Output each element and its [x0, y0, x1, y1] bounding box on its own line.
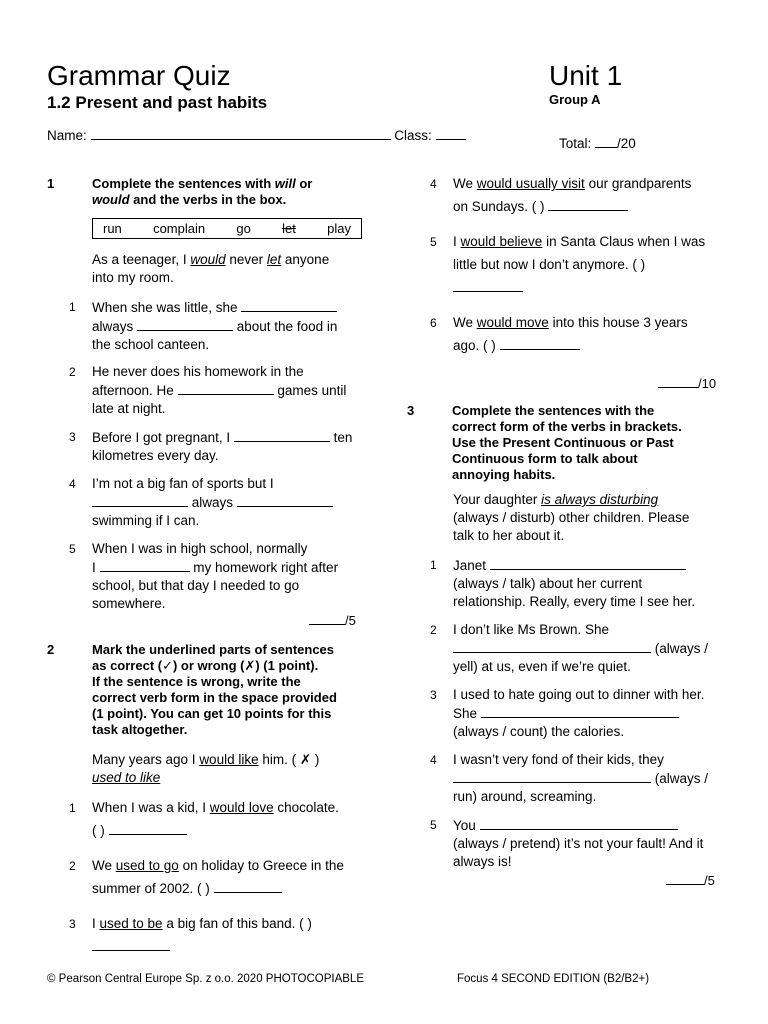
word-run: run: [103, 221, 122, 236]
answer-blank[interactable]: [500, 336, 580, 350]
ex3-item-number: 5: [430, 818, 437, 832]
answer-blank[interactable]: [92, 937, 170, 951]
ex2-item-1: When I was a kid, I would love chocolate. ( ): [92, 800, 339, 838]
ex3-item-3: I used to hate going out to dinner with her. She (always / count) the calories.: [453, 687, 705, 739]
ex2-item-5: I would believe in Santa Claus when I was little but now I don’t anymore. ( ): [453, 230, 743, 299]
ex3-item-4: I wasn’t very fond of their kids, they (always / run) around, screaming.: [453, 752, 709, 804]
exercise-2-example: Many years ago I would like him. ( ✗ ) used to like: [92, 752, 320, 785]
exercise-3-number: 3: [407, 403, 415, 418]
answer-blank[interactable]: [178, 381, 274, 395]
class-label: Class:: [394, 128, 432, 143]
ex2-item-2: We used to go on holiday to Greece in the summer of 2002. ( ): [92, 858, 344, 896]
ex1-item-number: 4: [69, 477, 76, 491]
total-field[interactable]: [595, 134, 617, 148]
total-row: [559, 134, 636, 153]
answer-blank[interactable]: [100, 558, 190, 572]
ex3-item-number: 4: [430, 753, 437, 767]
footer-edition: Focus 4 SECOND EDITION (B2/B2+): [457, 973, 650, 985]
group-label: Group A: [549, 92, 601, 107]
exercise-1-number: 1: [47, 176, 55, 191]
footer-copyright: © Pearson Central Europe Sp. z o.o. 2020 PHOTOCOPIABLE: [47, 973, 365, 985]
word-let-crossed: let: [282, 221, 296, 236]
ex2-item-6: We would move into this house 3 years ago. ( ): [453, 315, 688, 353]
answer-blank[interactable]: [234, 428, 330, 442]
class-field[interactable]: [436, 126, 466, 140]
exercise-2-number: 2: [47, 642, 55, 657]
page-title: Grammar Quiz: [47, 60, 231, 91]
ex3-item-number: 2: [430, 623, 437, 637]
ex2-item-number: 5: [430, 235, 437, 249]
ex2-item-number: 4: [430, 177, 437, 191]
name-row: [47, 126, 466, 145]
answer-blank[interactable]: [237, 493, 333, 507]
word-go: go: [236, 221, 251, 236]
ex2-score: /10: [658, 374, 716, 391]
answer-blank[interactable]: [214, 879, 282, 893]
ex3-item-number: 3: [430, 688, 437, 702]
answer-blank[interactable]: [109, 821, 187, 835]
ex3-item-1: Janet (always / talk) about her current relationship. Really, every time I see her.: [453, 558, 696, 609]
total-suffix: /20: [617, 136, 636, 151]
answer-blank[interactable]: [241, 298, 337, 312]
answer-blank[interactable]: [548, 197, 628, 211]
answer-blank[interactable]: [453, 639, 651, 653]
ex1-item-3: Before I got pregnant, I ten kilometres every day.: [92, 430, 353, 463]
exercise-1-instructions: Complete the sentences with will or would and the verbs in the box.: [92, 176, 313, 207]
answer-blank[interactable]: [137, 317, 233, 331]
ex1-score: /5: [309, 611, 356, 628]
answer-blank[interactable]: [92, 493, 188, 507]
ex2-item-3: I used to be a big fan of this band. ( ): [92, 912, 382, 958]
score-field[interactable]: [666, 871, 704, 885]
unit-label: Unit 1: [549, 60, 623, 91]
ex2-item-4: We would usually visit our grandparents on Sundays. ( ): [453, 176, 692, 214]
total-label: Total:: [559, 136, 592, 151]
ex1-item-number: 5: [69, 542, 76, 556]
answer-blank[interactable]: [481, 704, 679, 718]
exercise-3-instructions: Complete the sentences with the correct form of the verbs in brackets. Use the Present Continuous or Past Continuous form to talk about annoying habits.: [452, 403, 682, 482]
ex1-item-5: When I was in high school, normally I my homework right after school, but that day I needed to go somewhere.: [92, 541, 339, 611]
word-complain: complain: [153, 221, 206, 236]
ex1-item-4: I’m not a big fan of sports but I always swimming if I can.: [92, 475, 382, 530]
exercise-2-instructions: Mark the underlined parts of sentences as correct (✓) or wrong (✗) (1 point). If the sentence is wrong, write the correct verb form in the space provided (1 point). You can get 10 points for this task altogether.: [92, 642, 337, 737]
ex1-item-number: 2: [69, 365, 76, 379]
answer-blank[interactable]: [480, 816, 678, 830]
ex2-item-number: 6: [430, 316, 437, 330]
ex1-item-1: When she was little, she always about the food in the school canteen.: [92, 300, 338, 352]
ex3-item-number: 1: [430, 558, 437, 572]
word-box: [92, 218, 362, 239]
name-field[interactable]: [91, 126, 391, 140]
score-field[interactable]: [658, 374, 698, 388]
ex1-item-number: 3: [69, 430, 76, 444]
ex1-item-number: 1: [69, 300, 76, 314]
ex2-item-number: 2: [69, 859, 76, 873]
ex3-item-2: I don’t like Ms Brown. She (always / yell) at us, even if we’re quiet.: [453, 622, 709, 674]
word-play: play: [327, 221, 351, 236]
answer-blank[interactable]: [490, 556, 686, 570]
answer-blank[interactable]: [453, 769, 651, 783]
exercise-3-example: Your daughter is always disturbing (always / disturb) other children. Please talk to her about it.: [453, 492, 690, 543]
answer-blank[interactable]: [453, 278, 523, 292]
name-label: Name:: [47, 128, 87, 143]
page-subtitle: 1.2 Present and past habits: [47, 93, 268, 112]
ex3-item-5: You (always / pretend) it’s not your fault! And it always is!: [453, 818, 704, 869]
ex1-item-2: He never does his homework in the afternoon. He games until late at night.: [92, 364, 347, 416]
ex2-item-number: 1: [69, 801, 76, 815]
score-field[interactable]: [309, 611, 345, 625]
ex2-item-number: 3: [69, 917, 76, 931]
ex3-score: /5: [666, 871, 715, 888]
exercise-1-example: As a teenager, I would never let anyone into my room.: [92, 252, 330, 285]
